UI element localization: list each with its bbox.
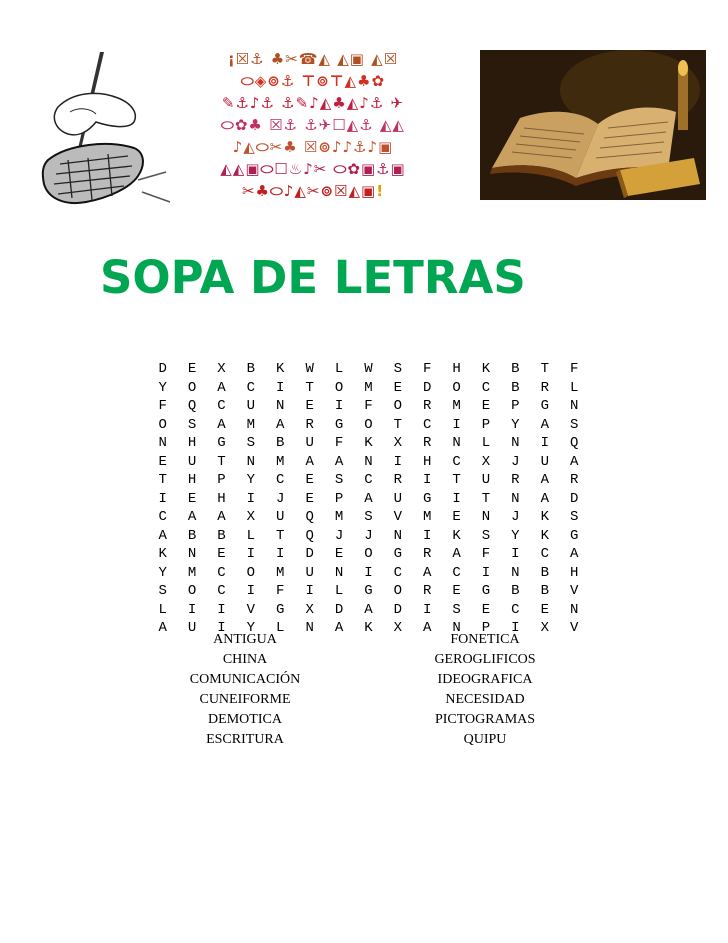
grid-letter: P — [481, 416, 491, 433]
grid-letter: E — [187, 361, 197, 377]
grid-letter: N — [158, 435, 167, 451]
grid-row — [148, 508, 589, 527]
grid-letter: F — [364, 398, 373, 414]
grid-letter: C — [364, 472, 373, 488]
grid-letter: J — [511, 509, 520, 525]
grid-letter: S — [569, 416, 579, 433]
grid-letter: K — [540, 509, 549, 525]
grid-letter: A — [217, 379, 226, 396]
grid-letter: A — [217, 416, 226, 433]
grid-row — [148, 379, 589, 398]
grid-letter: N — [452, 435, 461, 451]
grid-letter: C — [452, 564, 461, 581]
grid-letter: G — [423, 490, 432, 507]
grid-letter: T — [540, 361, 549, 377]
grid-row — [148, 397, 589, 416]
grid-letter: G — [481, 583, 491, 599]
grid-letter: B — [276, 435, 285, 451]
grid-letter: I — [452, 416, 461, 433]
grid-letter: J — [511, 453, 520, 470]
grid-letter: G — [276, 601, 285, 618]
grid-row — [148, 490, 589, 509]
grid-letter: E — [305, 398, 314, 414]
grid-letter: O — [393, 583, 403, 599]
grid-letter: Q — [569, 435, 579, 451]
grid-letter: G — [364, 583, 373, 599]
grid-letter: M — [452, 398, 461, 414]
grid-letter: E — [305, 472, 314, 488]
word-item: COMUNICACIÓN — [189, 672, 301, 687]
grid-letter: E — [452, 583, 461, 599]
grid-letter: T — [481, 490, 491, 507]
grid-letter: U — [305, 564, 314, 581]
grid-letter: P — [334, 490, 344, 507]
grid-letter: N — [452, 620, 461, 636]
grid-letter: I — [246, 546, 256, 562]
grid-letter: Y — [246, 472, 256, 488]
grid-letter: H — [217, 490, 226, 507]
grid-letter: F — [423, 361, 432, 377]
grid-letter: V — [393, 509, 403, 525]
grid-letter: I — [364, 564, 373, 581]
grid-letter: N — [511, 490, 520, 507]
grid-letter: Y — [511, 416, 520, 433]
grid-letter: X — [540, 620, 549, 636]
grid-letter: J — [276, 490, 285, 507]
grid-letter: M — [246, 416, 256, 433]
grid-row — [148, 527, 589, 546]
grid-letter: U — [393, 490, 403, 507]
grid-letter: C — [481, 379, 491, 396]
grid-letter: A — [187, 509, 197, 525]
grid-letter: G — [217, 435, 226, 451]
grid-letter: B — [540, 564, 549, 581]
grid-letter: I — [334, 398, 344, 414]
grid-letter: C — [452, 453, 461, 470]
grid-letter: M — [364, 379, 373, 396]
word-list-left — [175, 630, 315, 750]
grid-letter: R — [423, 435, 432, 451]
word-item: ESCRITURA — [206, 732, 284, 747]
grid-letter: R — [423, 398, 432, 414]
grid-letter: C — [217, 564, 226, 581]
grid-letter: K — [481, 361, 491, 377]
grid-letter: X — [305, 601, 314, 618]
grid-letter: I — [246, 583, 256, 599]
word-item: NECESIDAD — [445, 692, 525, 707]
grid-letter: L — [246, 527, 256, 544]
grid-letter: N — [511, 435, 520, 451]
grid-letter: L — [158, 601, 167, 618]
grid-letter: K — [276, 361, 285, 377]
grid-letter: F — [158, 398, 167, 414]
grid-letter: U — [540, 453, 549, 470]
grid-letter: K — [364, 620, 373, 636]
grid-letter: U — [246, 398, 256, 414]
grid-letter: R — [305, 416, 314, 433]
grid-row — [148, 434, 589, 453]
grid-letter: O — [364, 416, 373, 433]
grid-letter: C — [217, 583, 226, 599]
grid-letter: D — [305, 546, 314, 562]
grid-letter: A — [569, 546, 579, 562]
grid-letter: H — [187, 472, 197, 488]
grid-letter: S — [569, 509, 579, 525]
grid-letter: O — [158, 416, 167, 433]
grid-letter: F — [569, 361, 579, 377]
grid-letter: C — [423, 416, 432, 433]
grid-row — [148, 564, 589, 583]
grid-row — [148, 582, 589, 601]
grid-letter: F — [481, 546, 491, 562]
grid-letter: N — [334, 564, 344, 581]
grid-letter: D — [423, 379, 432, 396]
grid-row — [148, 601, 589, 620]
grid-letter: F — [276, 583, 285, 599]
grid-letter: V — [246, 601, 256, 618]
word-item: CHINA — [222, 652, 268, 667]
grid-letter: C — [158, 509, 167, 525]
word-item: ANTIGUA — [213, 632, 277, 647]
grid-letter: M — [334, 509, 344, 525]
grid-letter: A — [423, 620, 432, 636]
grid-letter: E — [452, 509, 461, 525]
grid-letter: J — [364, 527, 373, 544]
word-item: DEMOTICA — [208, 712, 282, 727]
grid-letter: K — [452, 527, 461, 544]
grid-letter: A — [305, 453, 314, 470]
grid-letter: A — [540, 416, 549, 433]
grid-letter: N — [393, 527, 403, 544]
grid-letter: I — [423, 601, 432, 618]
grid-letter: C — [540, 546, 549, 562]
grid-letter: G — [569, 527, 579, 544]
grid-letter: S — [364, 509, 373, 525]
grid-letter: I — [423, 472, 432, 488]
grid-letter: C — [246, 379, 256, 396]
clay-tablet-illustration — [38, 52, 180, 210]
grid-letter: U — [305, 435, 314, 451]
grid-letter: Y — [246, 620, 256, 636]
grid-letter: O — [187, 583, 197, 599]
grid-letter: T — [452, 472, 461, 488]
grid-letter: S — [452, 601, 461, 618]
grid-letter: V — [569, 620, 579, 636]
grid-row — [148, 471, 589, 490]
grid-letter: E — [305, 490, 314, 507]
grid-letter: H — [187, 435, 197, 451]
grid-letter: N — [569, 601, 579, 618]
grid-letter: O — [393, 398, 403, 414]
grid-letter: N — [246, 453, 256, 470]
grid-letter: R — [423, 546, 432, 562]
grid-letter: B — [217, 527, 226, 544]
grid-letter: J — [334, 527, 344, 544]
grid-letter: B — [187, 527, 197, 544]
grid-letter: L — [334, 583, 344, 599]
grid-letter: I — [276, 546, 285, 562]
grid-letter: S — [393, 361, 403, 377]
grid-letter: A — [334, 453, 344, 470]
grid-letter: O — [452, 379, 461, 396]
grid-letter: A — [276, 416, 285, 433]
grid-letter: P — [481, 620, 491, 636]
grid-letter: B — [540, 583, 549, 599]
grid-letter: R — [423, 583, 432, 599]
grid-letter: T — [393, 416, 403, 433]
grid-letter: W — [305, 361, 314, 377]
grid-letter: U — [276, 509, 285, 525]
grid-letter: B — [511, 583, 520, 599]
grid-letter: R — [393, 472, 403, 488]
grid-letter: Y — [158, 564, 167, 581]
grid-letter: M — [276, 564, 285, 581]
grid-letter: I — [452, 490, 461, 507]
grid-row — [148, 453, 589, 472]
grid-letter: T — [276, 527, 285, 544]
word-search-grid — [148, 360, 589, 638]
word-list-right — [420, 630, 550, 750]
grid-letter: C — [217, 398, 226, 414]
grid-letter: R — [511, 472, 520, 488]
grid-letter: A — [452, 546, 461, 562]
grid-letter: M — [187, 564, 197, 581]
word-item: CUNEIFORME — [199, 692, 291, 707]
grid-letter: T — [217, 453, 226, 470]
grid-letter: L — [481, 435, 491, 451]
grid-letter: N — [187, 546, 197, 562]
grid-letter: I — [158, 490, 167, 507]
grid-letter: X — [481, 453, 491, 470]
grid-letter: G — [540, 398, 549, 414]
grid-letter: A — [364, 490, 373, 507]
grid-letter: M — [276, 453, 285, 470]
grid-letter: K — [364, 435, 373, 451]
grid-letter: S — [246, 435, 256, 451]
grid-letter: I — [511, 620, 520, 636]
grid-letter: L — [334, 361, 344, 377]
grid-letter: Y — [511, 527, 520, 544]
grid-letter: V — [569, 583, 579, 599]
grid-letter: X — [246, 509, 256, 525]
grid-letter: P — [511, 398, 520, 414]
grid-letter: E — [158, 453, 167, 470]
grid-letter: C — [393, 564, 403, 581]
page-title: SOPA DE LETRAS — [100, 251, 526, 304]
grid-letter: M — [423, 509, 432, 525]
grid-letter: T — [305, 379, 314, 396]
grid-letter: Q — [187, 398, 197, 414]
grid-row — [148, 360, 589, 379]
grid-letter: H — [423, 453, 432, 470]
grid-letter: U — [481, 472, 491, 488]
word-item: GEROGLIFICOS — [434, 652, 536, 667]
grid-letter: N — [364, 453, 373, 470]
word-item: IDEOGRAFICA — [437, 672, 533, 687]
grid-letter: A — [540, 472, 549, 488]
grid-letter: G — [334, 416, 344, 433]
word-item: QUIPU — [463, 732, 507, 747]
grid-letter: Q — [305, 527, 314, 544]
grid-letter: E — [217, 546, 226, 562]
grid-letter: T — [158, 472, 167, 488]
grid-letter: O — [364, 546, 373, 562]
grid-letter: S — [187, 416, 197, 433]
grid-letter: I — [511, 546, 520, 562]
grid-letter: P — [217, 472, 226, 488]
grid-letter: X — [393, 435, 403, 451]
grid-letter: A — [334, 620, 344, 636]
grid-letter: Q — [305, 509, 314, 525]
grid-letter: D — [334, 601, 344, 618]
grid-letter: K — [540, 527, 549, 544]
word-item: PICTOGRAMAS — [434, 712, 536, 727]
word-item: FONETICA — [450, 632, 520, 647]
grid-letter: X — [393, 620, 403, 636]
grid-letter: C — [511, 601, 520, 618]
grid-letter: R — [540, 379, 549, 396]
grid-letter: D — [158, 361, 167, 377]
grid-letter: I — [276, 379, 285, 396]
grid-letter: S — [481, 527, 491, 544]
grid-letter: A — [217, 509, 226, 525]
grid-letter: A — [158, 527, 167, 544]
grid-letter: A — [569, 453, 579, 470]
grid-letter: N — [276, 398, 285, 414]
grid-letter: O — [187, 379, 197, 396]
grid-letter: G — [393, 546, 403, 562]
grid-letter: C — [276, 472, 285, 488]
grid-letter: A — [158, 620, 167, 636]
grid-letter: I — [217, 620, 226, 636]
grid-letter: W — [364, 361, 373, 377]
grid-letter: E — [481, 601, 491, 618]
grid-letter: N — [481, 509, 491, 525]
grid-letter: A — [423, 564, 432, 581]
grid-letter: H — [452, 361, 461, 377]
grid-letter: H — [569, 564, 579, 581]
grid-letter: L — [276, 620, 285, 636]
grid-letter: E — [481, 398, 491, 414]
grid-letter: S — [334, 472, 344, 488]
grid-letter: N — [305, 620, 314, 636]
grid-letter: I — [481, 564, 491, 581]
grid-letter: F — [334, 435, 344, 451]
grid-letter: K — [158, 546, 167, 562]
grid-letter: D — [393, 601, 403, 618]
grid-letter: I — [217, 601, 226, 618]
grid-letter: E — [393, 379, 403, 396]
grid-letter: L — [569, 379, 579, 396]
grid-letter: S — [158, 583, 167, 599]
grid-letter: I — [187, 601, 197, 618]
grid-letter: X — [217, 361, 226, 377]
grid-letter: N — [569, 398, 579, 414]
grid-letter: B — [511, 379, 520, 396]
grid-letter: O — [334, 379, 344, 396]
grid-letter: O — [246, 564, 256, 581]
grid-row — [148, 416, 589, 435]
grid-letter: U — [187, 620, 197, 636]
grid-letter: A — [364, 601, 373, 618]
grid-letter: A — [540, 490, 549, 507]
grid-letter: N — [511, 564, 520, 581]
grid-letter: I — [540, 435, 549, 451]
grid-letter: E — [187, 490, 197, 507]
grid-letter: I — [246, 490, 256, 507]
grid-letter: I — [393, 453, 403, 470]
grid-letter: U — [187, 453, 197, 470]
grid-letter: Y — [158, 379, 167, 396]
old-book-illustration — [480, 50, 706, 200]
grid-letter: B — [246, 361, 256, 377]
grid-letter: D — [569, 490, 579, 507]
grid-letter: I — [423, 527, 432, 544]
grid-letter: E — [540, 601, 549, 618]
grid-letter: I — [305, 583, 314, 599]
symbol-text-decoration: ¡☒⚓ ♣✂☎◭ ◭▣ ◭☒ ⬭◈⊚⚓ ⊤⊚⊤◭♣✿ ✎⚓♪⚓ ⚓✎♪◭♣◭♪⚓ ✈ ⬭✿♣ ☒⚓ ⚓✈☐◭⚓ ◭◭ ♪◭⬭✂♣ ☒⊚♪♪⚓♪▣ ◭◭▣⬭☐♨♪✂ ⬭✿▣⚓▣ ✂♣⬭♪◭✂⊚☒◭▣! — [220, 50, 406, 200]
grid-row — [148, 545, 589, 564]
grid-letter: B — [511, 361, 520, 377]
grid-letter: E — [334, 546, 344, 562]
grid-letter: R — [569, 472, 579, 488]
